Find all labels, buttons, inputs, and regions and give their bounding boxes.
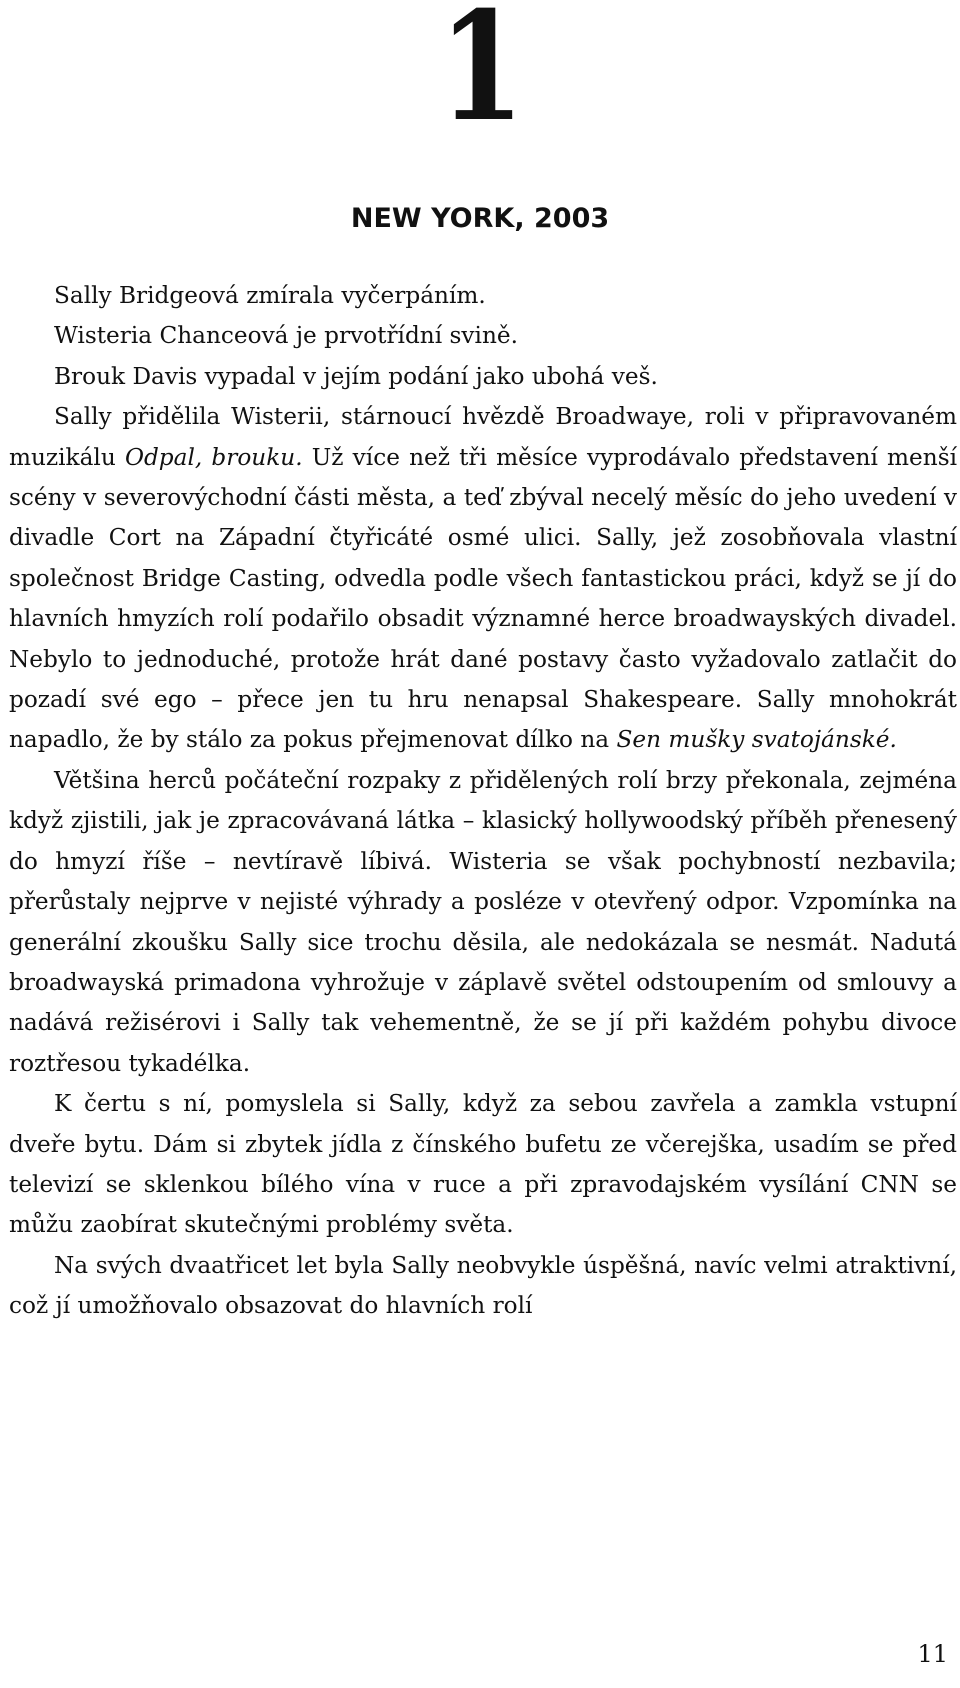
paragraph: Brouk Davis vypadal v jejím podání jako ubohá veš. xyxy=(54,362,658,390)
body-text xyxy=(9,276,957,1327)
paragraph-text: Už více než tři měsíce vyprodávalo představení menší scény v severovýchodní části města, a teď zbýval necelý měsíc do jeho uvedení v divadle Cort na Západní čtyřicáté osmé ulici. Sally, jež zosobňovala vlastní společnost Bridge Casting, odvedla podle všech fantastickou práci, když se jí do hlavních hmyzích rolí podařilo obsadit významné herce broadwayských divadel. Nebylo to jednoduché, protože hrát dané postavy často vyžadovalo zatlačit do pozadí své ego – přece jen tu hru nenapsal Shakespeare. Sally mnohokrát napadlo, že by stálo za pokus přejmenovat dílko na xyxy=(9,443,958,754)
musical-title: Odpal, brouku. xyxy=(124,443,303,471)
page-number: 11 xyxy=(917,1640,948,1668)
paragraph-text: Sally přidělila Wisterii, stárnoucí hvězdě Broadwaye, roli v připravovaném muzikálu xyxy=(9,403,957,471)
paragraph: Wisteria Chanceová je prvotřídní svině. xyxy=(54,322,518,350)
paragraph: K čertu s ní, pomyslela si Sally, když za sebou zavřela a zamkla vstupní dveře bytu. Dám si zbytek jídla z čínského bufetu ze včerejška, usadím se před televizí se sklenkou bílého vína v ruce a při zpravodajském vysílání CNN se můžu zaobírat skutečnými problémy světa. xyxy=(9,1090,957,1239)
chapter-title: NEW YORK, 2003 xyxy=(350,203,610,234)
paragraph: Na svých dvaatřicet let byla Sally neobvykle úspěšná, navíc velmi atraktivní, což jí umožňovalo obsazovat do hlavních rolí xyxy=(9,1251,957,1320)
paragraph: Většina herců počáteční rozpaky z přidělených rolí brzy překonala, zejména když zjistili, jak je zpracovávaná látka – klasický hollywoodský příběh přenesený do hmyzí říše – nevtíravě líbivá. Wisteria se však pochybností nezbavila; přerůstaly nejprve v nejisté výhrady a posléze v otevřený odpor. Vzpomínka na generální zkoušku Sally sice trochu děsila, ale nedokázala se nesmát. Nadutá broadwayská primadona vyhrožuje v záplavě světel odstoupením od smlouvy a nadává režisérovi i Sally tak vehementně, že se jí při každém pohybu divoce roztřesou tykadélka. xyxy=(9,766,957,1077)
paragraph xyxy=(9,397,957,761)
paragraph: Sally Bridgeová zmírala vyčerpáním. xyxy=(54,282,486,309)
parody-title: Sen mušky svatojánské. xyxy=(616,726,897,754)
chapter-number: 1 xyxy=(438,0,522,155)
